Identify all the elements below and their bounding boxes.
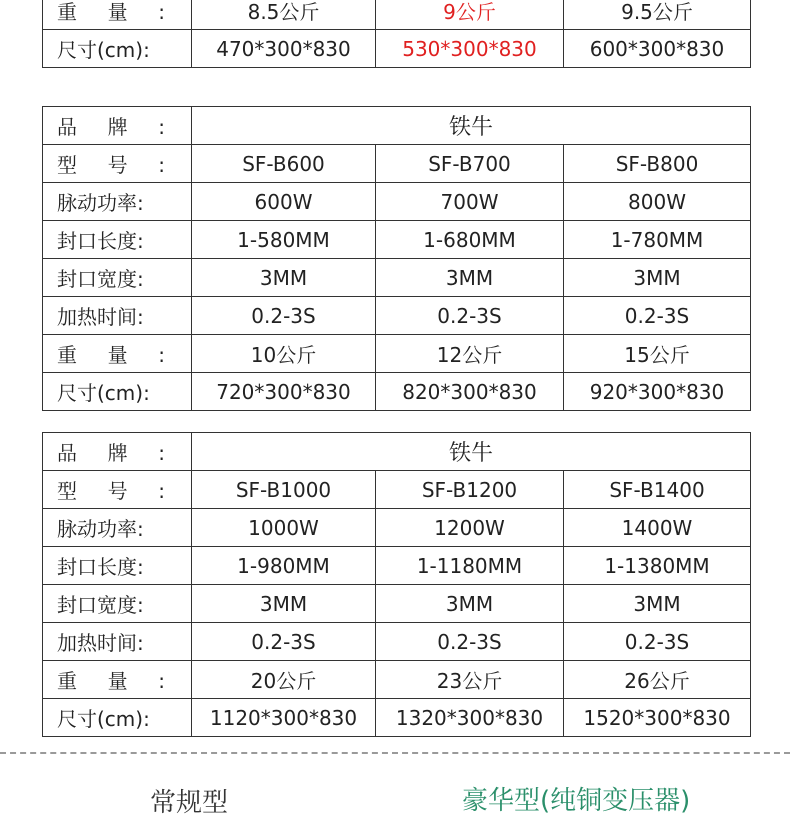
table-cell: 820*300*830 (376, 373, 564, 411)
brand-row (43, 433, 751, 471)
table-cell: 3MM (376, 585, 564, 623)
table-cell: 1320*300*830 (376, 699, 564, 737)
table-cell: 12公斤 (376, 335, 564, 373)
table-cell: 3MM (192, 585, 376, 623)
table-cell: 720*300*830 (192, 373, 376, 411)
table-cell: 3MM (192, 259, 376, 297)
table-row (43, 297, 751, 335)
brand-name: 铁牛 (192, 107, 751, 145)
row-label: 封口宽度: (43, 585, 192, 623)
table-row (43, 183, 751, 221)
table-row (43, 661, 751, 699)
table-row (43, 373, 751, 411)
table-row (43, 30, 751, 68)
table-cell: 1200W (376, 509, 564, 547)
table-row (43, 335, 751, 373)
table-row (43, 221, 751, 259)
table-cell: 1520*300*830 (564, 699, 751, 737)
spec-table-2 (42, 106, 751, 411)
table-cell: 1-1180MM (376, 547, 564, 585)
table-cell: 0.2-3S (376, 297, 564, 335)
brand-label: 品牌: (43, 433, 192, 471)
table-cell: 1-780MM (564, 221, 751, 259)
row-label: 重量: (43, 0, 192, 30)
row-label: 加热时间: (43, 297, 192, 335)
row-label: 尺寸(cm): (43, 30, 192, 68)
table-cell: 0.2-3S (376, 623, 564, 661)
brand-label: 品牌: (43, 107, 192, 145)
table-row (43, 259, 751, 297)
row-label: 尺寸(cm): (43, 699, 192, 737)
table-cell: 1-680MM (376, 221, 564, 259)
row-label: 封口宽度: (43, 259, 192, 297)
row-label: 脉动功率: (43, 509, 192, 547)
footer-label-deluxe: 豪华型(纯铜变压器) (462, 786, 691, 816)
table-row (43, 623, 751, 661)
table-row (43, 585, 751, 623)
table-cell: 1400W (564, 509, 751, 547)
brand-name: 铁牛 (192, 433, 751, 471)
table-cell: 1-580MM (192, 221, 376, 259)
table-cell: 1000W (192, 509, 376, 547)
table-cell: 0.2-3S (564, 623, 751, 661)
table-cell: 3MM (564, 259, 751, 297)
table-cell: 9.5公斤 (564, 0, 751, 30)
table-cell: 800W (564, 183, 751, 221)
row-label: 尺寸(cm): (43, 373, 192, 411)
table-cell-highlight: 530*300*830 (376, 30, 564, 68)
table-cell: 10公斤 (192, 335, 376, 373)
row-label: 型号: (43, 471, 192, 509)
table-cell: SF-B1000 (192, 471, 376, 509)
table-cell: 700W (376, 183, 564, 221)
table-cell: 470*300*830 (192, 30, 376, 68)
table-cell: 920*300*830 (564, 373, 751, 411)
table-cell: SF-B1200 (376, 471, 564, 509)
table-row (43, 0, 751, 30)
table-cell: 26公斤 (564, 661, 751, 699)
table-cell: SF-B700 (376, 145, 564, 183)
table-row (43, 509, 751, 547)
table-cell: 8.5公斤 (192, 0, 376, 30)
row-label: 重量: (43, 661, 192, 699)
table-row (43, 145, 751, 183)
brand-row (43, 107, 751, 145)
table-cell: 15公斤 (564, 335, 751, 373)
table-cell: 1-1380MM (564, 547, 751, 585)
table-row (43, 471, 751, 509)
table-row (43, 699, 751, 737)
table-cell: 1120*300*830 (192, 699, 376, 737)
table-cell: 600*300*830 (564, 30, 751, 68)
dashed-divider (0, 752, 790, 754)
row-label: 加热时间: (43, 623, 192, 661)
table-cell: 3MM (376, 259, 564, 297)
table-cell: 23公斤 (376, 661, 564, 699)
table-cell: 1-980MM (192, 547, 376, 585)
row-label: 封口长度: (43, 221, 192, 259)
table-cell: 3MM (564, 585, 751, 623)
table-cell: SF-B600 (192, 145, 376, 183)
spec-table-1 (42, 0, 751, 68)
table-cell: SF-B800 (564, 145, 751, 183)
row-label: 重量: (43, 335, 192, 373)
table-cell: 20公斤 (192, 661, 376, 699)
table-row (43, 547, 751, 585)
table-cell: SF-B1400 (564, 471, 751, 509)
row-label: 脉动功率: (43, 183, 192, 221)
spec-table-3 (42, 432, 751, 737)
table-cell-highlight: 9公斤 (376, 0, 564, 30)
table-cell: 600W (192, 183, 376, 221)
table-cell: 0.2-3S (564, 297, 751, 335)
row-label: 型号: (43, 145, 192, 183)
table-cell: 0.2-3S (192, 623, 376, 661)
row-label: 封口长度: (43, 547, 192, 585)
table-cell: 0.2-3S (192, 297, 376, 335)
footer-label-standard: 常规型 (150, 788, 229, 818)
